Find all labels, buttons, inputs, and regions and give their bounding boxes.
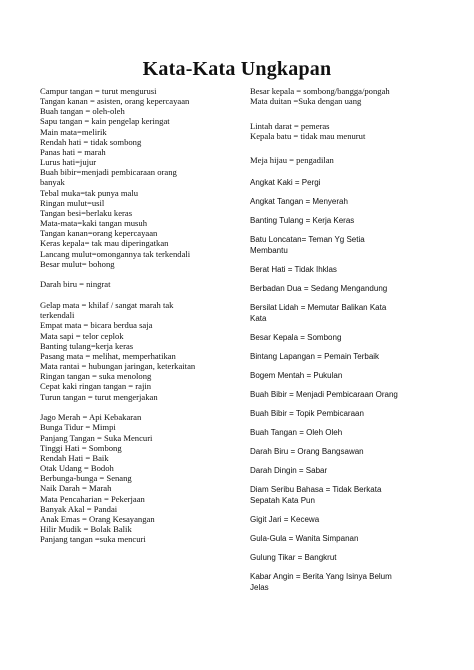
entry-block [40, 300, 230, 402]
entry-line: Jago Merah = Api Kebakaran [40, 412, 142, 423]
entry-block [250, 351, 440, 362]
entry-line: Banting tulang=kerja keras [40, 340, 134, 351]
entry-line: terkendali [40, 310, 75, 321]
entry-line: Turun tangan = turut mengerjakan [40, 391, 158, 402]
entry-line: Batu Loncatan= Teman Yg Setia [250, 235, 365, 245]
entry-line: Angkat Kaki = Pergi [250, 178, 321, 188]
entry-block [40, 279, 230, 289]
entry-line: Tangan besi=berlaku keras [40, 207, 133, 218]
entry-block [250, 264, 440, 275]
entry-line: Lurus hati=jujur [40, 157, 97, 168]
block-gap [40, 402, 230, 413]
entry-line: Buah Bibir = Menjadi Pembicaraan Orang [250, 390, 398, 400]
entry-line: Gigit Jari = Kecewa [250, 515, 320, 525]
entry-line: Bogem Mentah = Pukulan [250, 371, 343, 381]
entry-block [250, 552, 440, 563]
entry-line: Rendah Hati = Baik [40, 452, 109, 463]
entry-line: Banting Tulang = Kerja Keras [250, 216, 355, 226]
entry-line: Pasang mata = melihat, memperhatikan [40, 350, 176, 361]
entry-block [250, 465, 440, 476]
entry-block [250, 533, 440, 544]
entry-block [250, 484, 440, 506]
entry-line: Kata [250, 314, 267, 324]
entry-line: Buah Bibir = Topik Pembicaraan [250, 409, 364, 419]
entry-line: Darah Dingin = Sabar [250, 466, 328, 476]
entry-line: Berbunga-bunga = Senang [40, 473, 132, 484]
entry-block [250, 283, 440, 294]
entry-block [250, 234, 440, 256]
entry-line: Ringan mulut=usil [40, 197, 105, 208]
left-column [40, 86, 230, 544]
entry-line: Tinggi Hati = Sombong [40, 442, 122, 453]
entry-line: Panas hati = marah [40, 146, 106, 157]
entry-line: banyak [40, 177, 65, 188]
entry-line: Mata rantai = hubungan jaringan, keterkaitan [40, 361, 196, 372]
entry-block [250, 408, 440, 419]
entry-block [250, 332, 440, 343]
entry-block [250, 427, 440, 438]
entry-line: Main mata=melirik [40, 126, 107, 137]
entry-line: Lancang mulut=omongannya tak terkendali [40, 248, 191, 259]
entry-line: Mata sapi = telor ceplok [40, 330, 124, 341]
entry-block [250, 370, 440, 381]
entry-block [250, 514, 440, 525]
entry-block [250, 389, 440, 400]
entry-line: Mata-mata=kaki tangan musuh [40, 218, 147, 229]
entry-line: Jelas [250, 583, 269, 593]
entry-line: Tangan kanan=orang kepercayaan [40, 228, 158, 239]
entry-line: Bintang Lapangan = Pemain Terbaik [250, 352, 380, 362]
entry-block [250, 177, 440, 188]
entry-line: Hilir Mudik = Bolak Balik [40, 524, 132, 535]
entry-line: Bunga Tidur = Mimpi [40, 422, 116, 433]
entry-block [40, 86, 230, 269]
entry-line: Membantu [250, 246, 288, 256]
entry-line: Angkat Tangan = Menyerah [250, 197, 348, 207]
entry-line: Sepatah Kata Pun [250, 496, 315, 506]
entry-line: Darah Biru = Orang Bangsawan [250, 447, 364, 457]
entry-block [250, 571, 440, 593]
entry-line: Naik Darah = Marah [40, 483, 112, 494]
entry-line: Anak Emas = Orang Kesayangan [40, 513, 155, 524]
entry-line: Darah biru = ningrat [40, 279, 111, 290]
entry-line: Cepat kaki ringan tangan = rajin [40, 381, 152, 392]
entry-line: Kepala batu = tidak mau menurut [250, 130, 366, 141]
entry-line: Buah Tangan = Oleh Oleh [250, 428, 343, 438]
entry-line: Bersilat Lidah = Memutar Balikan Kata [250, 303, 387, 313]
entry-line: Empat mata = bicara berdua saja [40, 320, 153, 331]
entry-line: Otak Udang = Bodoh [40, 463, 114, 474]
entry-line: Tangan kanan = asisten, orang kepercayaan [40, 96, 190, 107]
entry-line: Keras kepala= tak mau diperingatkan [40, 238, 169, 249]
entry-block [250, 121, 440, 142]
entry-block [250, 215, 440, 226]
entry-block [40, 412, 230, 544]
entry-block [250, 155, 440, 165]
entry-line: Gula-Gula = Wanita Simpanan [250, 534, 359, 544]
entry-line: Gulung Tikar = Bangkrut [250, 553, 337, 563]
entry-line: Meja hijau = pengadilan [250, 155, 334, 166]
entry-block [250, 302, 440, 324]
entry-line: Besar kepala = sombong/bangga/pongah [250, 86, 390, 96]
entry-line: Campur tangan = turut mengurusi [40, 86, 157, 96]
entry-line: Buah bibir=menjadi pembicaraan orang [40, 167, 177, 178]
entry-line: Lintah darat = pemeras [250, 120, 330, 131]
entry-line: Besar mulut= bohong [40, 258, 115, 269]
entry-line: Panjang Tangan = Suka Mencuri [40, 432, 153, 443]
entry-line: Ringan tangan = suka menolong [40, 371, 152, 382]
entry-line: Sapu tangan = kain pengelap keringat [40, 116, 170, 127]
entry-line: Mata Pencaharian = Pekerjaan [40, 493, 145, 504]
entry-line: Tebal muka=tak punya malu [40, 187, 139, 198]
entry-line: Banyak Akal = Pandai [40, 503, 118, 514]
block-gap [40, 269, 230, 280]
entry-line: Rendah hati = tidak sombong [40, 136, 142, 147]
entry-line: Buah tangan = oleh-oleh [40, 106, 125, 117]
entry-line: Diam Seribu Bahasa = Tidak Berkata [250, 485, 382, 495]
right-column [250, 86, 440, 601]
entry-line: Gelap mata = khilaf / sangat marah tak [40, 300, 174, 311]
entry-line: Besar Kepala = Sombong [250, 333, 342, 343]
entry-block [250, 86, 440, 107]
entry-block [250, 196, 440, 207]
entry-line: Kabar Angin = Berita Yang Isinya Belum [250, 572, 392, 582]
entry-line: Mata duitan =Suka dengan uang [250, 96, 362, 107]
entry-block [250, 446, 440, 457]
block-gap [40, 290, 230, 301]
entry-line: Berat Hati = Tidak Ihklas [250, 265, 337, 275]
entry-line: Berbadan Dua = Sedang Mengandung [250, 284, 388, 294]
page-title: Kata-Kata Ungkapan [142, 58, 332, 80]
entry-line: Panjang tangan =suka mencuri [40, 534, 146, 545]
